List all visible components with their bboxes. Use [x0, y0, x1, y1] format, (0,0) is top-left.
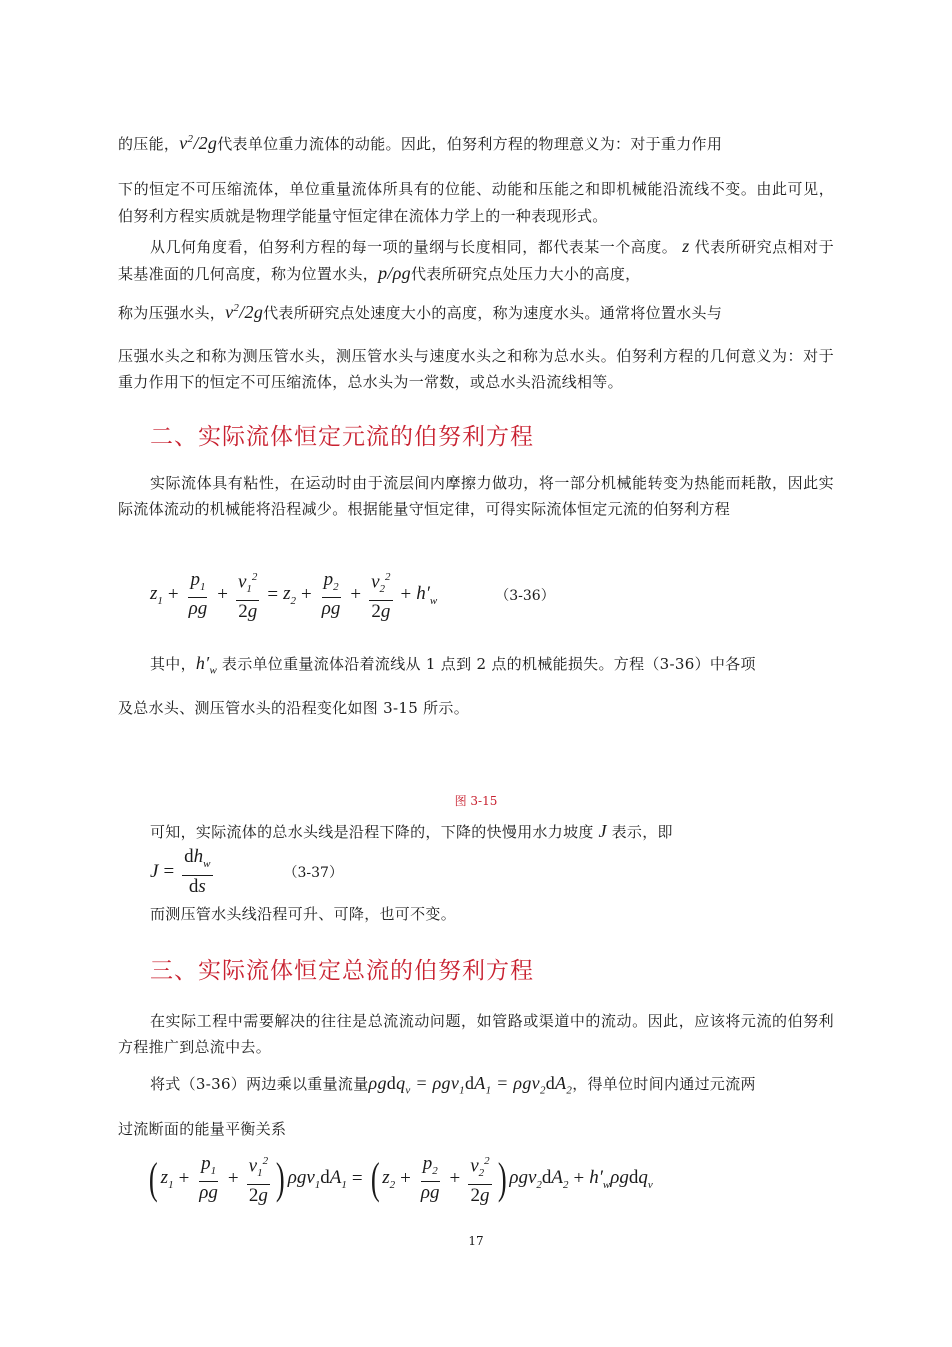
- math-v2-2g-b: $v^2/2g$: [225, 302, 264, 322]
- page-number: 17: [468, 1234, 484, 1248]
- paragraph-1: 的压能，$v^2/2g$代表单位重力流体的动能。因此，伯努利方程的物理意义为：对于重力作用: [118, 133, 723, 153]
- paragraph-2: 从几何角度看，伯努利方程的每一项的量纲与长度相同，都代表某一个高度。 z 代表所研究点相对于某基准面的几何高度，称为位置水头，p/ρg代表所研究点处压力大小的高度，: [118, 236, 834, 283]
- section-heading-2: 二、实际流体恒定元流的伯努利方程: [150, 424, 534, 450]
- math-flow-rate: $\rho gdq_v = \rho gv_1dA_1 = \rho gv_2dA_2$: [368, 1073, 573, 1097]
- paragraph-4-cont: 及总水头、测压管水头的沿程变化如图 3-15 所示。: [118, 699, 470, 717]
- paragraph-2-cont: 压强水头之和称为测压管水头，测压管水头与速度水头之和称为总水头。伯努利方程的几何意义为：对于重力作用下的恒定不可压缩流体，总水头为一常数，或总水头沿流线相等。: [118, 347, 834, 391]
- paragraph-5: 可知，实际流体的总水头线是沿程下降的，下降的快慢用水力坡度 J 表示，即: [150, 821, 673, 841]
- math-hw-prime: $h'_w$: [195, 653, 218, 677]
- paragraph-7: 在实际工程中需要解决的往往是总流流动问题，如管路或渠道中的流动。因此，应该将元流的伯努利方程推广到总流中去。: [118, 1012, 834, 1056]
- paragraph-6: 而测压管水头线沿程可升、可降，也可不变。: [150, 905, 457, 923]
- equation-3-36: $z_1$ + $\frac{p_1}{\rho g}$ + $\frac{v_1^2}{2g}$ = $z_2$ + $\frac{p_2}{\rho g}$ + $\frac{v_2^2}{2g}$ + $h'_w$ （3-36）: [150, 566, 555, 623]
- paragraph-2-line3: 称为压强水头，$v^2/2g$代表所研究点处速度大小的高度，称为速度水头。通常将位置水头与: [118, 302, 723, 322]
- figure-caption: 图 3-15: [454, 794, 498, 808]
- paragraph-8: 将式（3-36）两边乘以重量流量$\rho gdq_v = \rho gv_1dA_1 = \rho gv_2dA_2$，得单位时间内通过元流两: [150, 1073, 756, 1097]
- equation-3-37: J = $\frac{dh_w}{ds}$ （3-37）: [150, 846, 343, 897]
- paragraph-8-cont: 过流断面的能量平衡关系: [118, 1120, 287, 1138]
- equation-number-3-37: （3-37）: [283, 864, 343, 881]
- math-J: J: [593, 821, 612, 841]
- paragraph-3: 实际流体具有粘性，在运动时由于流层间内摩擦力做功，将一部分机械能转变为热能而耗散，因此实际流体流动的机械能将沿程减少。根据能量守恒定律，可得实际流体恒定元流的伯努利方程: [118, 474, 834, 518]
- math-v2-2g: $v^2/2g$: [179, 133, 218, 153]
- paragraph-1-cont: 下的恒定不可压缩流体，单位重量流体所具有的位能、动能和压能之和即机械能沿流线不变。由此可见，伯努利方程实质就是物理学能量守恒定律在流体力学上的一种表现形式。: [118, 180, 834, 225]
- equation-number-3-36: （3-36）: [495, 587, 555, 604]
- math-p-rho-g: p/ρg: [378, 263, 411, 283]
- equation-energy-balance: ( $z_1$ + $\frac{p_1}{\rho g}$ + $\frac{v_1^2}{2g}$ ) $\rho gv_1dA_1$ = ( $z_2$ + $\frac{p_2}{\rho g}$ + $\frac{v_2^2}{2g}$ ) $\rho gv_2dA_2$ + $h'_w\rho gdq_v$: [146, 1150, 653, 1207]
- paragraph-4: 其中，$h'_w$ 表示单位重量流体沿着流线从 1 点到 2 点的机械能损失。方程（3-36）中各项: [150, 653, 756, 677]
- math-z: z: [677, 236, 695, 256]
- section-heading-3: 三、实际流体恒定总流的伯努利方程: [150, 958, 534, 984]
